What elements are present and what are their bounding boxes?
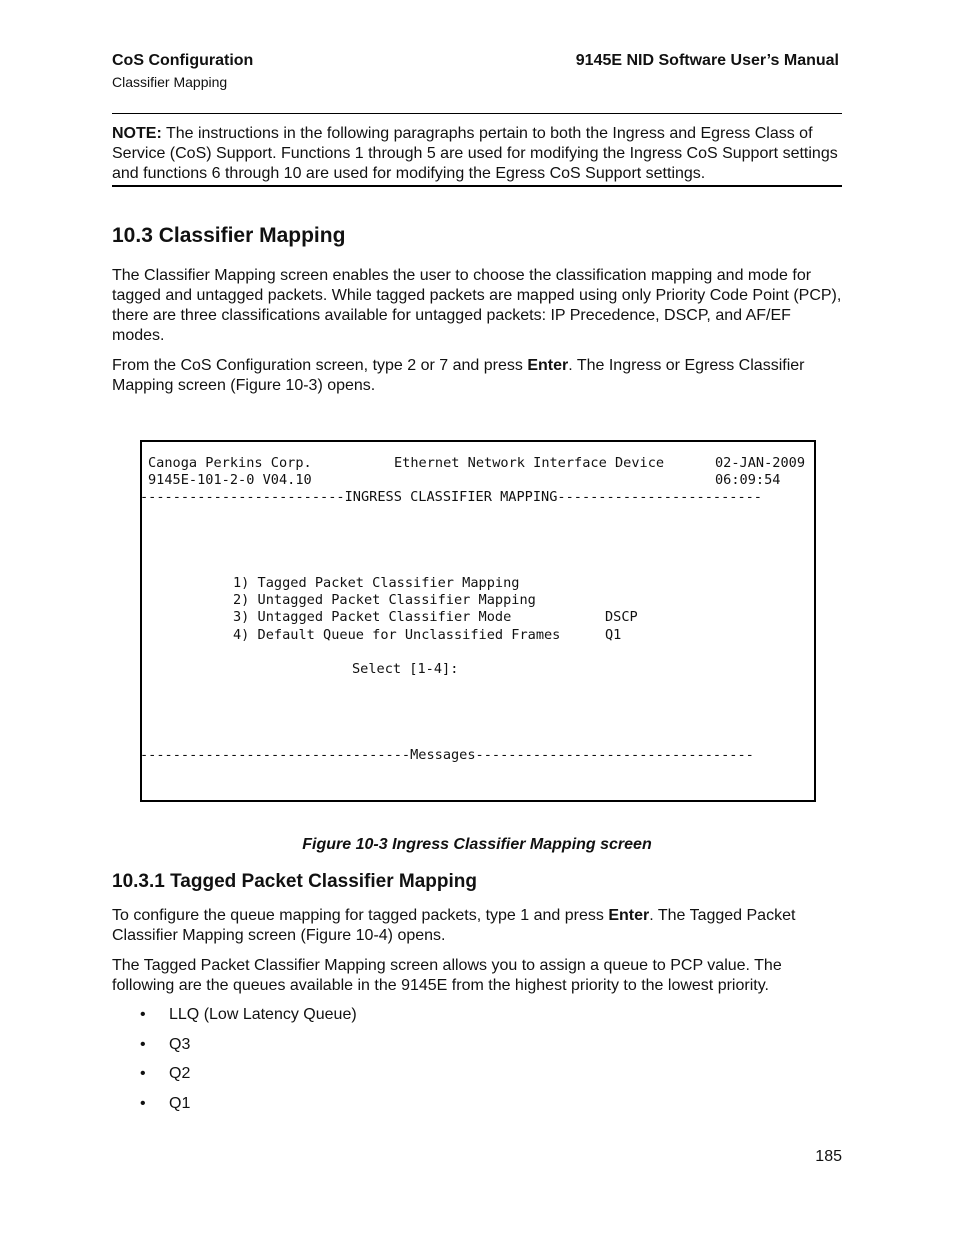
terminal-screen bbox=[140, 440, 816, 802]
queue-list-item: Q2 bbox=[169, 1065, 191, 1082]
instruction-paragraph bbox=[112, 356, 842, 396]
queue-list-item: Q3 bbox=[169, 1036, 191, 1053]
menu-item-label[interactable]: 2) Untagged Packet Classifier Mapping bbox=[233, 592, 536, 608]
running-header-subsection: Classifier Mapping bbox=[112, 74, 228, 90]
terminal-version: 9145E-101-2-0 V04.10 bbox=[148, 472, 312, 488]
menu-item-label[interactable]: 1) Tagged Packet Classifier Mapping bbox=[233, 575, 520, 591]
note-text: The instructions in the following paragraphs pertain to both the Ingress and Egress Class of Service (CoS) Support. Functions 1 through 5 are used for modifying the Ingress CoS Support settings and functions 6 through 10 are used for modifying the Egress CoS Support settings. bbox=[112, 125, 838, 182]
menu-item-label[interactable]: 3) Untagged Packet Classifier Mode bbox=[233, 609, 512, 625]
menu-item-value: DSCP bbox=[605, 609, 638, 625]
terminal-device: Ethernet Network Interface Device bbox=[394, 455, 665, 471]
select-prompt[interactable]: Select [1-4]: bbox=[352, 661, 459, 677]
running-header-manual-title: 9145E NID Software User’s Manual bbox=[575, 52, 839, 69]
terminal-date: 02-JAN-2009 bbox=[715, 455, 806, 471]
running-header-section: CoS Configuration bbox=[112, 52, 254, 69]
subsection-text-before: To configure the queue mapping for tagged packets, type 1 and press bbox=[112, 907, 609, 924]
note-top-rule bbox=[112, 113, 842, 114]
instruction-text-after: . The Ingress or Egress Classifier Mapping screen (Figure 10-3) opens. bbox=[112, 357, 805, 394]
note-block bbox=[112, 124, 842, 184]
terminal-company: Canoga Perkins Corp. bbox=[148, 455, 312, 471]
terminal-messages-bar: ---------------------------------Messages---------------------------------- bbox=[140, 747, 754, 763]
section-heading: 10.3 Classifier Mapping bbox=[112, 224, 346, 247]
queue-list-item: LLQ (Low Latency Queue) bbox=[169, 1006, 357, 1023]
page-number: 185 bbox=[815, 1148, 842, 1165]
subsection-text-after: . The Tagged Packet Classifier Mapping screen (Figure 10-4) opens. bbox=[112, 907, 796, 944]
bullet-glyph: • bbox=[140, 1036, 146, 1053]
figure-caption: Figure 10-3 Ingress Classifier Mapping screen bbox=[302, 836, 652, 853]
subsection-heading: 10.3.1 Tagged Packet Classifier Mapping bbox=[112, 871, 477, 892]
instruction-text-before: From the CoS Configuration screen, type 2 or 7 and press bbox=[112, 357, 528, 374]
bullet-glyph: • bbox=[140, 1095, 146, 1112]
queue-list-item: Q1 bbox=[169, 1095, 191, 1112]
subsection-paragraph-2: The Tagged Packet Classifier Mapping screen allows you to assign a queue to PCP value. The following are the queues available in the 9145E from the highest priority to the lowest priority. bbox=[112, 957, 782, 994]
bullet-glyph: • bbox=[140, 1065, 146, 1082]
subsection-paragraph-1 bbox=[112, 906, 842, 946]
bullet-glyph: • bbox=[140, 1006, 146, 1023]
menu-item-label[interactable]: 4) Default Queue for Unclassified Frames bbox=[233, 627, 561, 643]
enter-key-label: Enter bbox=[527, 357, 569, 374]
note-label: NOTE: bbox=[112, 125, 162, 142]
intro-paragraph: The Classifier Mapping screen enables the user to choose the classification mapping and mode for tagged and untagged packets. While tagged packets are mapped using only Priority Code Point (PCP), there are three classifications available for untagged packets: IP Precedence, DSCP, and AF/EF modes. bbox=[112, 267, 842, 344]
terminal-title-bar: -------------------------INGRESS CLASSIFIER MAPPING------------------------- bbox=[140, 489, 762, 505]
note-bottom-rule bbox=[112, 185, 842, 187]
enter-key-label: Enter bbox=[608, 907, 650, 924]
menu-item-value: Q1 bbox=[605, 627, 622, 643]
terminal-time: 06:09:54 bbox=[715, 472, 781, 488]
